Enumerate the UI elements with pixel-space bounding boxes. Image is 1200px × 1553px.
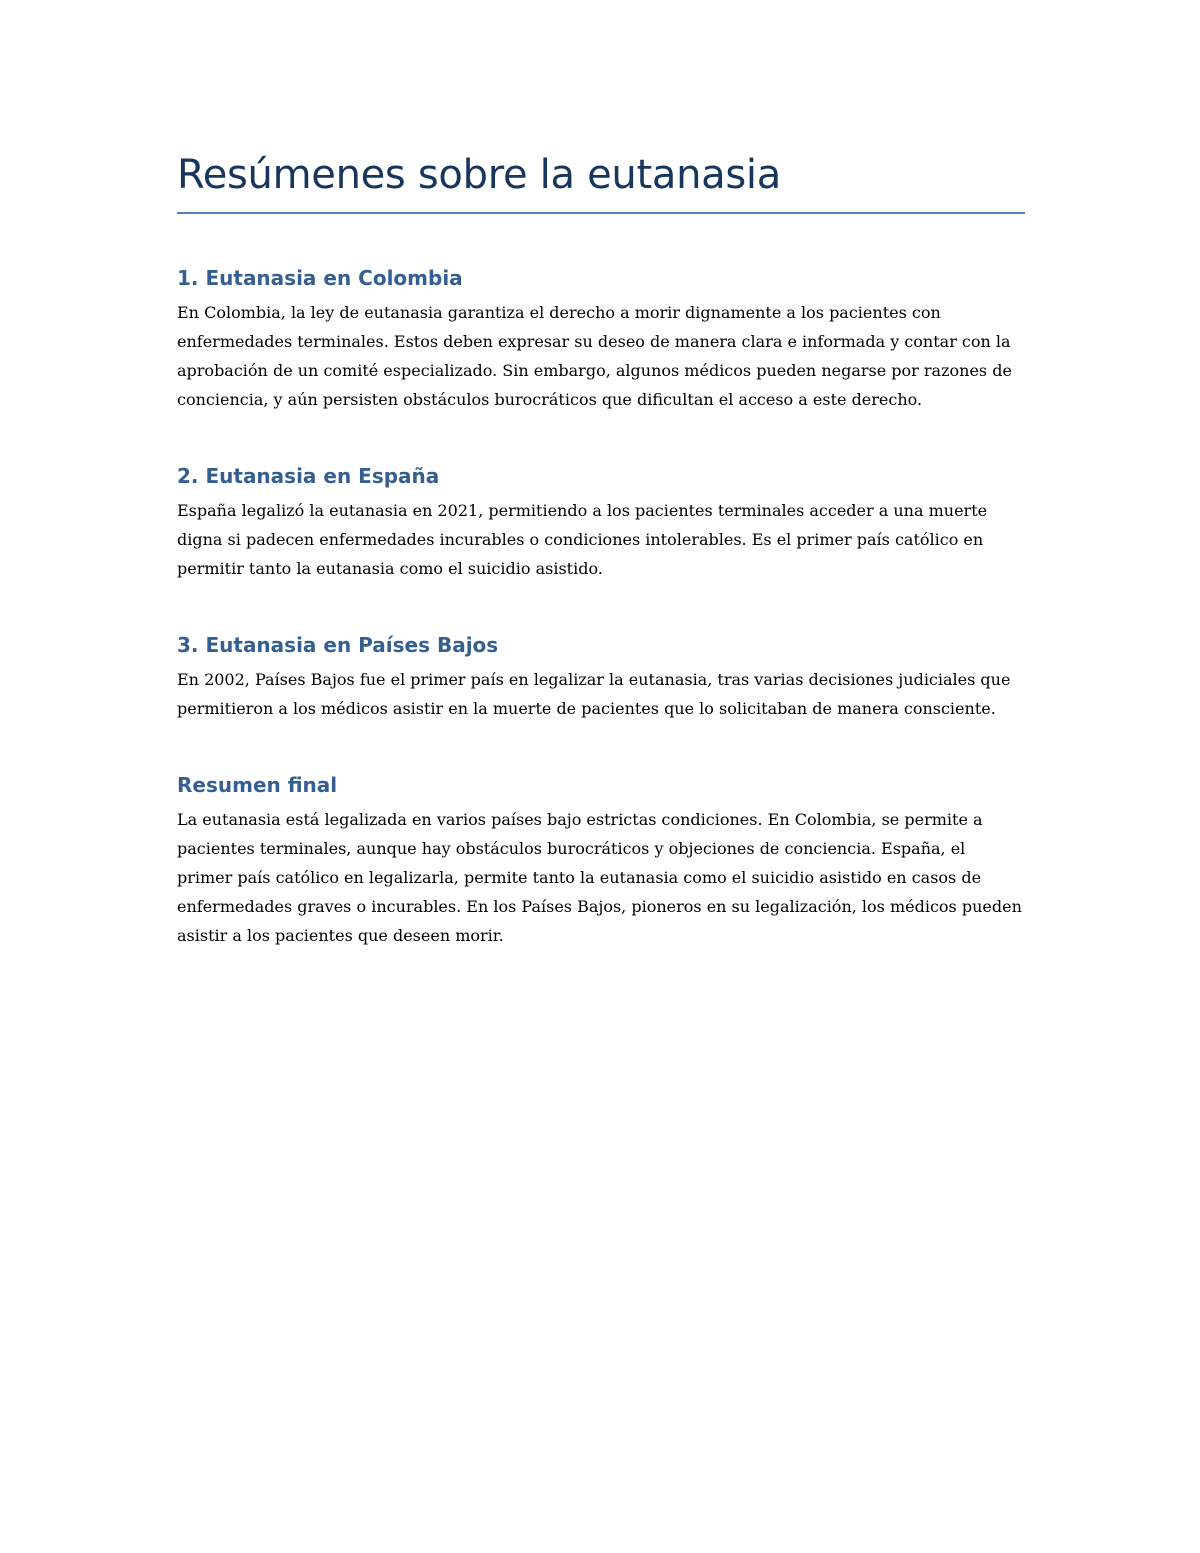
document-page	[177, 148, 1025, 950]
section-body: España legalizó la eutanasia en 2021, permitiendo a los pacientes terminales acceder a una muerte digna si padecen enfermedades incurables o condiciones intolerables. Es el primer país católico en permitir tanto la eutanasia como el suicidio asistido.	[177, 501, 988, 578]
section-heading: 2. Eutanasia en España	[177, 464, 440, 488]
section-colombia	[177, 264, 1025, 414]
section-body: En 2002, Países Bajos fue el primer país en legalizar la eutanasia, tras varias decisiones judiciales que permitieron a los médicos asistir en la muerte de pacientes que lo solicitaban de manera consciente.	[177, 670, 1011, 718]
section-heading: Resumen final	[177, 773, 338, 797]
section-heading: 1. Eutanasia en Colombia	[177, 266, 463, 290]
section-espana	[177, 462, 1025, 583]
section-resumen-final	[177, 771, 1025, 950]
section-paises-bajos	[177, 631, 1025, 723]
section-heading: 3. Eutanasia en Países Bajos	[177, 633, 499, 657]
section-body: En Colombia, la ley de eutanasia garantiza el derecho a morir dignamente a los pacientes con enfermedades terminales. Estos deben expresar su deseo de manera clara e informada y contar con la aprobación de un comité especializado. Sin embargo, algunos médicos pueden negarse por razones de conciencia, y aún persisten obstáculos burocráticos que dificultan el acceso a este derecho.	[177, 303, 1012, 409]
document-title: Resúmenes sobre la eutanasia	[177, 152, 781, 198]
title-underline	[177, 212, 1025, 214]
section-body: La eutanasia está legalizada en varios países bajo estrictas condiciones. En Colombia, se permite a pacientes terminales, aunque hay obstáculos burocráticos y objeciones de conciencia. España, el primer país católico en legalizarla, permite tanto la eutanasia como el suicidio asistido en casos de enfermedades graves o incurables. En los Países Bajos, pioneros en su legalización, los médicos pueden asistir a los pacientes que deseen morir.	[177, 810, 1022, 945]
